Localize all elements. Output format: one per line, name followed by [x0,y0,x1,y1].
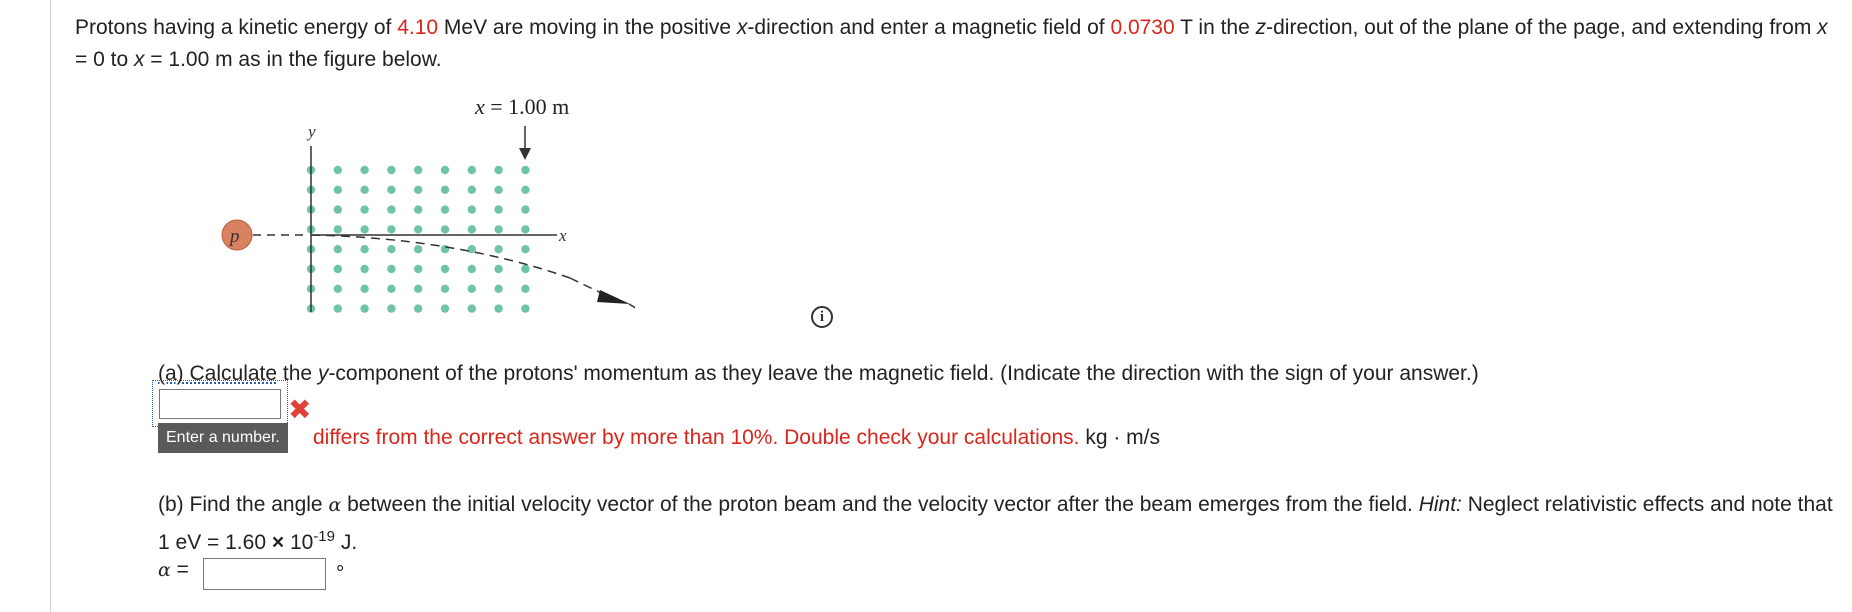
problem-text-6: = 0 to [75,48,134,71]
field-dot [521,225,529,233]
field-dot [494,304,502,312]
boundary-x-value: = 1.00 m [484,94,570,119]
field-dot [468,304,476,312]
field-dot [414,186,422,194]
field-dot [360,186,368,194]
x-axis-label: x [559,226,567,245]
field-dot [414,285,422,293]
field-dot [441,186,449,194]
field-dot [521,245,529,253]
field-dot [441,285,449,293]
part-b-text-3: Neglect relativistic effects and note that 1 eV = 1.60 [158,493,1833,554]
proton-label: p [230,226,240,247]
times-symbol: × [271,531,285,554]
field-dot [334,245,342,253]
kinetic-energy-value: 4.10 [397,16,439,39]
field-dot [521,265,529,273]
field-dot [468,166,476,174]
field-dot [334,225,342,233]
equals-sign: = [170,558,189,581]
field-dot [441,225,449,233]
field-dot [360,205,368,213]
part-a-text-1: the [277,362,318,385]
field-dot [360,225,368,233]
field-dot [334,166,342,174]
field-dot [521,304,529,312]
field-dot [387,205,395,213]
field-dot [387,166,395,174]
field-dot [414,265,422,273]
alpha-input-label: α [158,559,171,581]
field-dot [360,285,368,293]
x-variable: x [133,48,145,71]
magnetic-field-figure [205,90,635,330]
exit-arrow-head [597,290,630,304]
field-dot [387,186,395,194]
part-b-text-1: (b) Find the angle [158,493,329,516]
part-a-label: (a) Calculate [158,362,278,385]
part-a-question [158,360,1479,388]
field-dot [441,245,449,253]
field-diagram [205,90,635,330]
field-dot [468,186,476,194]
field-dot [414,304,422,312]
field-dot [494,186,502,194]
field-dot [521,285,529,293]
field-dot [521,205,529,213]
field-dot [414,225,422,233]
field-dot [387,225,395,233]
degree-unit: ° [336,562,345,585]
exponent: -19 [313,528,335,545]
problem-text-3: -direction and enter a magnetic field of [747,16,1111,39]
field-dot [494,205,502,213]
x-variable: x [1817,16,1828,39]
field-dot [468,265,476,273]
part-b-text-5: J. [335,531,358,554]
alpha-answer-row [158,558,189,582]
field-dot [494,245,502,253]
field-dot [441,166,449,174]
hint-label: Hint: [1418,493,1462,516]
alpha-symbol: α [328,494,342,516]
field-dot [494,225,502,233]
field-dot [387,304,395,312]
field-dot [387,245,395,253]
part-a-units: kg · m/s [1085,426,1160,449]
y-axis-label: y [308,122,316,141]
part-a-answer-input[interactable] [159,389,281,419]
field-dot [441,304,449,312]
problem-text-4: T in the [1174,16,1256,39]
field-dot [468,205,476,213]
field-dot [521,166,529,174]
problem-text-7: = 1.00 m as in the figure below. [144,48,442,71]
field-dot [334,285,342,293]
field-dot [334,205,342,213]
part-b-text-2: between the initial velocity vector of the proton beam and the velocity vector after the beam emerges from the field. [341,493,1419,516]
field-dot [334,265,342,273]
x-variable: x [736,16,748,39]
field-dot [521,186,529,194]
field-dot [360,166,368,174]
part-b-text-4: 10 [284,531,314,554]
field-dot [360,265,368,273]
field-dot [414,205,422,213]
field-dot [360,304,368,312]
field-dot [387,285,395,293]
field-dot [441,265,449,273]
part-b-answer-input[interactable] [203,558,326,590]
exit-path-tail [629,304,635,310]
part-a-feedback [313,424,1160,452]
curved-path [311,235,570,278]
field-dot [494,166,502,174]
enter-number-tooltip: Enter a number. [158,423,288,453]
field-dot [334,304,342,312]
field-dots [307,166,530,313]
y-variable: y [317,362,329,385]
boundary-x-variable: x [475,94,485,119]
part-b-question [158,486,1838,562]
info-circle-icon[interactable]: i [811,306,833,328]
left-border [50,0,51,612]
field-dot [414,245,422,253]
field-dot [494,265,502,273]
field-dot [468,285,476,293]
problem-text-5: -direction, out of the plane of the page, and extending from [1266,16,1818,39]
z-variable: z [1255,16,1267,39]
magnetic-field-value: 0.0730 [1110,16,1175,39]
field-dot [334,186,342,194]
field-dot [360,245,368,253]
boundary-arrow-head [519,148,531,160]
field-dot [414,166,422,174]
field-dot [387,265,395,273]
problem-text-2: MeV are moving in the positive [438,16,737,39]
feedback-message: differs from the correct answer by more than 10%. Double check your calculations. [313,426,1080,449]
field-dot [468,225,476,233]
field-dot [468,245,476,253]
field-dot [494,285,502,293]
problem-text-1: Protons having a kinetic energy of [75,16,398,39]
incorrect-x-icon: ✖ [288,394,312,425]
problem-statement [75,12,1835,76]
part-a-text-2: -component of the protons' momentum as they leave the magnetic field. (Indicate the direction with the sign of your answer.) [328,362,1479,385]
field-dot [441,205,449,213]
